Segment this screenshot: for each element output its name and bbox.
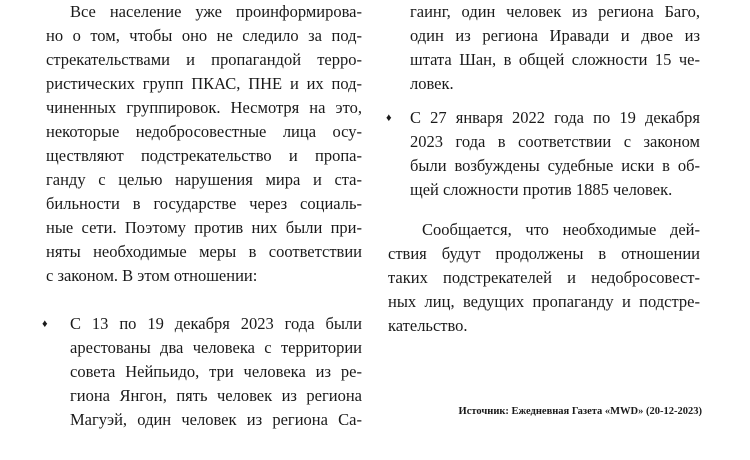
text-line: С 27 января 2022 года по 19 декабря — [410, 108, 700, 127]
text-line: арестованы два человека с территории — [70, 338, 362, 357]
text-line: гаинг, один человек из региона Баго, — [410, 2, 700, 21]
text-line: были возбуждены судебные иски в об- — [410, 156, 700, 175]
text-line: кательство. — [388, 316, 468, 335]
text-line: гиона Янгон, пять человек из региона — [70, 386, 362, 405]
text-line: таких подстрекателей и недобросовест- — [388, 268, 700, 287]
text-line: один из региона Иравади и двое из — [410, 26, 700, 45]
text-line: стрекательствами и пропагандой терро- — [46, 50, 362, 69]
text-line: ществляют подстрекательство и пропа- — [46, 146, 362, 165]
text-line: но о том, чтобы оно не следило за под- — [46, 26, 362, 45]
diamond-bullet-icon: ♦ — [42, 318, 48, 330]
text-line: ловек. — [410, 74, 454, 93]
text-line: ствия будут продолжены в отношении — [388, 244, 700, 263]
text-line: Сообщается, что необходимые дей- — [422, 220, 700, 239]
text-line: бильности в государстве через социаль- — [46, 194, 362, 213]
text-line: ганду с целью нарушения мира и ста- — [46, 170, 362, 189]
text-line: с законом. В этом отношении: — [46, 266, 258, 285]
text-line: чиненных группировок. Несмотря на это, — [46, 98, 362, 117]
text-line: Все население уже проинформирова- — [70, 2, 362, 21]
text-line: щей сложности против 1885 человек. — [410, 180, 673, 199]
text-line: 2023 года в соответствии с законом — [410, 132, 700, 151]
text-line: С 13 по 19 декабря 2023 года были — [70, 314, 362, 333]
text-line: ные сети. Поэтому против них были при- — [46, 218, 362, 237]
text-line: некоторые недобросовестные лица осу- — [46, 122, 362, 141]
source-citation: Источник: Ежедневная Газета «MWD» (20-12-2023) — [458, 406, 702, 417]
text-line: ных лиц, ведущих пропаганду и подстре- — [388, 292, 700, 311]
text-line: Магуэй, один человек из региона Са- — [70, 410, 362, 429]
text-line: штата Шан, в общей сложности 15 че- — [410, 50, 700, 69]
text-line: няты необходимые меры в соответствии — [46, 242, 362, 261]
diamond-bullet-icon: ♦ — [386, 112, 392, 124]
text-line: ристических групп ПКАС, ПНЕ и их под- — [46, 74, 362, 93]
text-line: совета Нейпьидо, три человека из ре- — [70, 362, 362, 381]
